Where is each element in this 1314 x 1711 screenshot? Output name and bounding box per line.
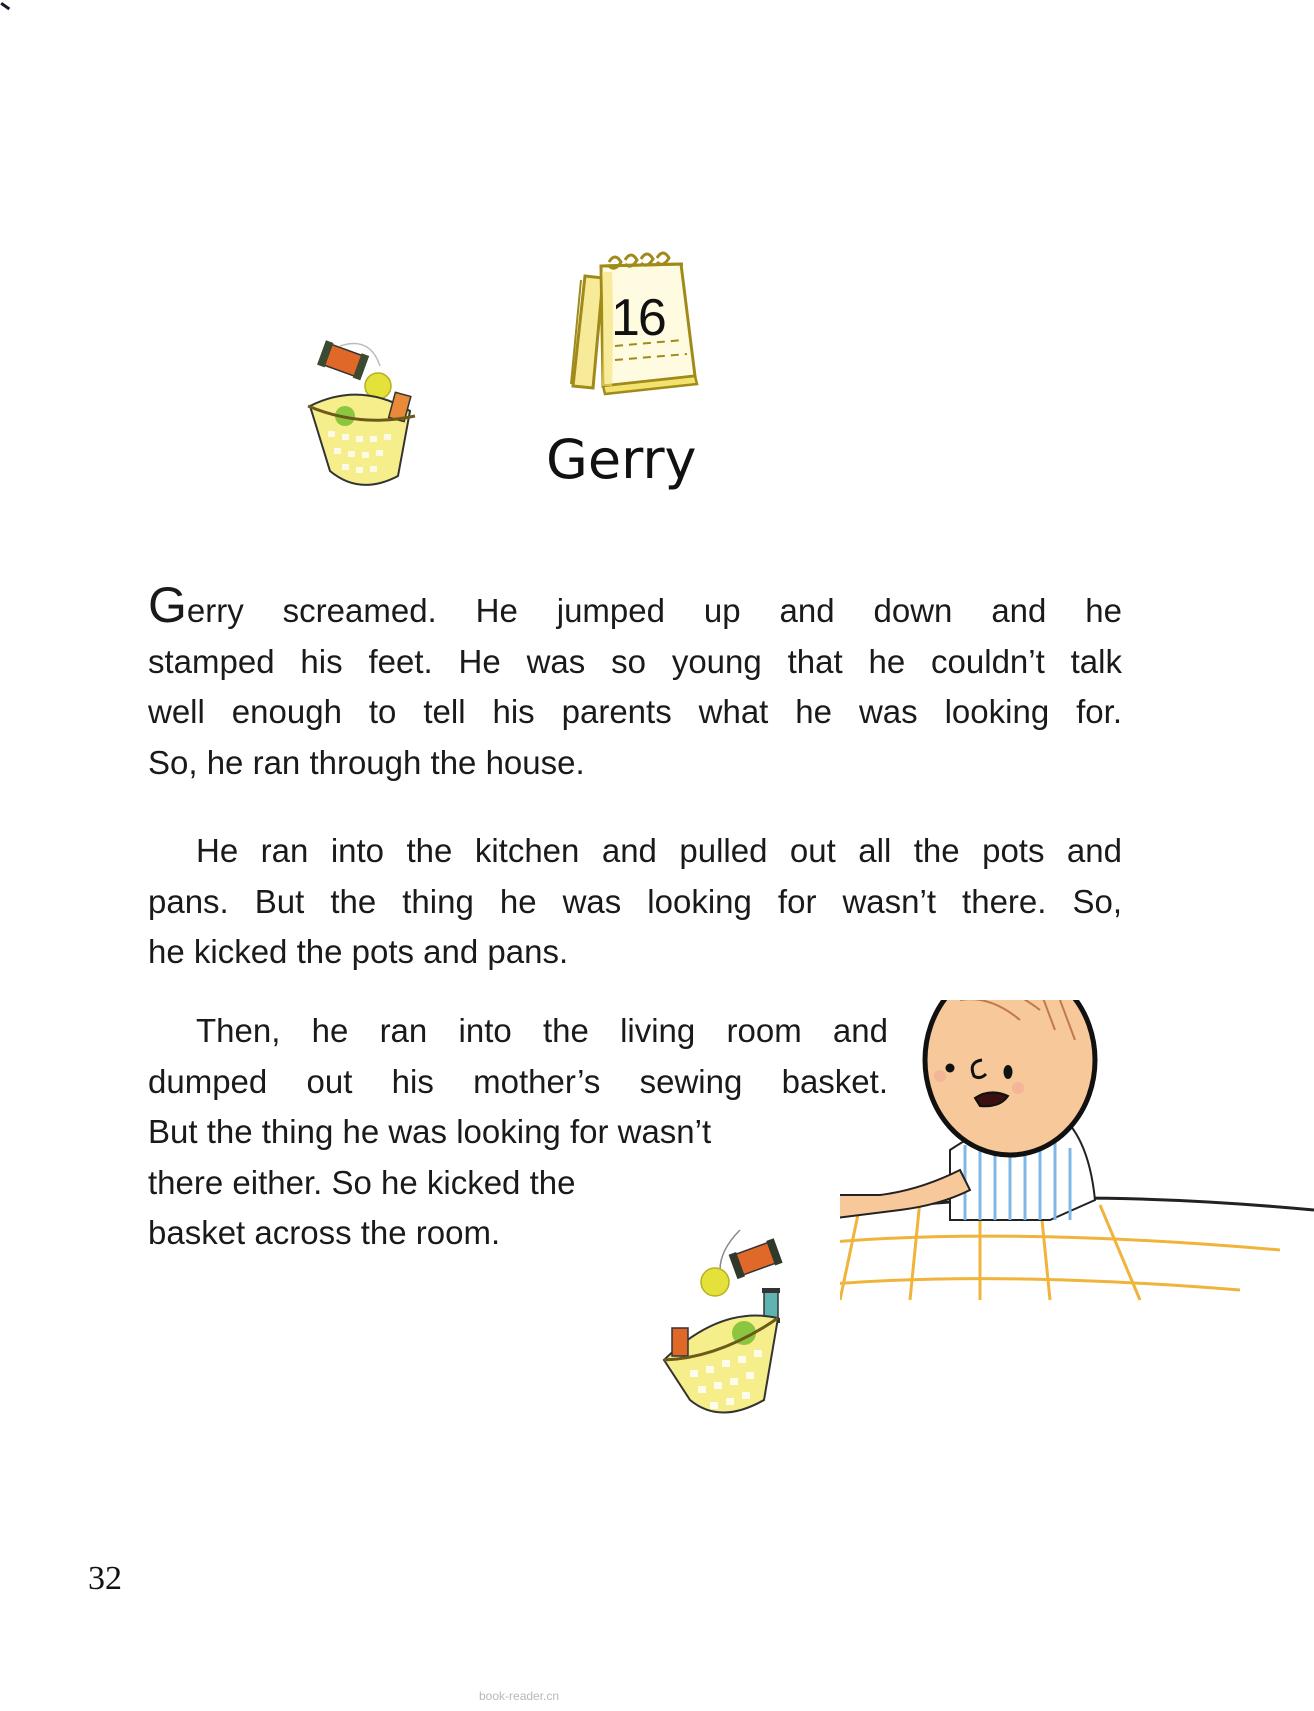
paragraph-line: So, he ran through the house. xyxy=(148,743,585,781)
paragraph-line xyxy=(148,577,1122,637)
watermark: book-reader.cn xyxy=(479,1689,560,1703)
scan-corner-mark xyxy=(0,2,10,10)
paragraph-line: pans. But the thing he was looking for wasn’t there. So, xyxy=(148,882,1122,920)
table-illustration xyxy=(840,1198,1314,1300)
drop-cap: G xyxy=(148,577,187,633)
paragraph-line: well enough to tell his parents what he was looking for. xyxy=(148,693,1122,730)
sewing-basket-illustration xyxy=(660,1210,850,1430)
paragraph-line: Then, he ran into the living room and xyxy=(196,1012,888,1049)
chapter-title: Gerry xyxy=(546,428,697,491)
story-paragraph-2 xyxy=(148,826,1122,978)
page-number: 32 xyxy=(88,1560,122,1597)
paragraph-line: But the thing he was looking for wasn’t xyxy=(148,1113,712,1150)
orange-spool-icon xyxy=(729,1238,783,1279)
paragraph-line: He ran into the kitchen and pulled out all the pots and xyxy=(196,832,1122,869)
paragraph-line: dumped out his mother’s sewing basket. xyxy=(148,1062,888,1100)
orange-spool-icon xyxy=(317,340,369,380)
sewing-basket-illustration xyxy=(300,336,470,496)
paragraph-line-text: erry screamed. He jumped up and down and he xyxy=(186,592,1122,629)
calendar-icon xyxy=(563,236,703,396)
paragraph-line: there either. So he kicked the xyxy=(148,1163,576,1201)
paragraph-line: he kicked the pots and pans. xyxy=(148,933,569,970)
paragraph-line: stamped his feet. He was so young that he couldn’t talk xyxy=(148,642,1122,680)
story-paragraph-1 xyxy=(148,577,1122,788)
chapter-number: 16 xyxy=(611,289,665,347)
paragraph-line: basket across the room. xyxy=(148,1214,501,1251)
yarn-ball-icon xyxy=(701,1268,729,1296)
boy-illustration xyxy=(840,1000,1314,1440)
